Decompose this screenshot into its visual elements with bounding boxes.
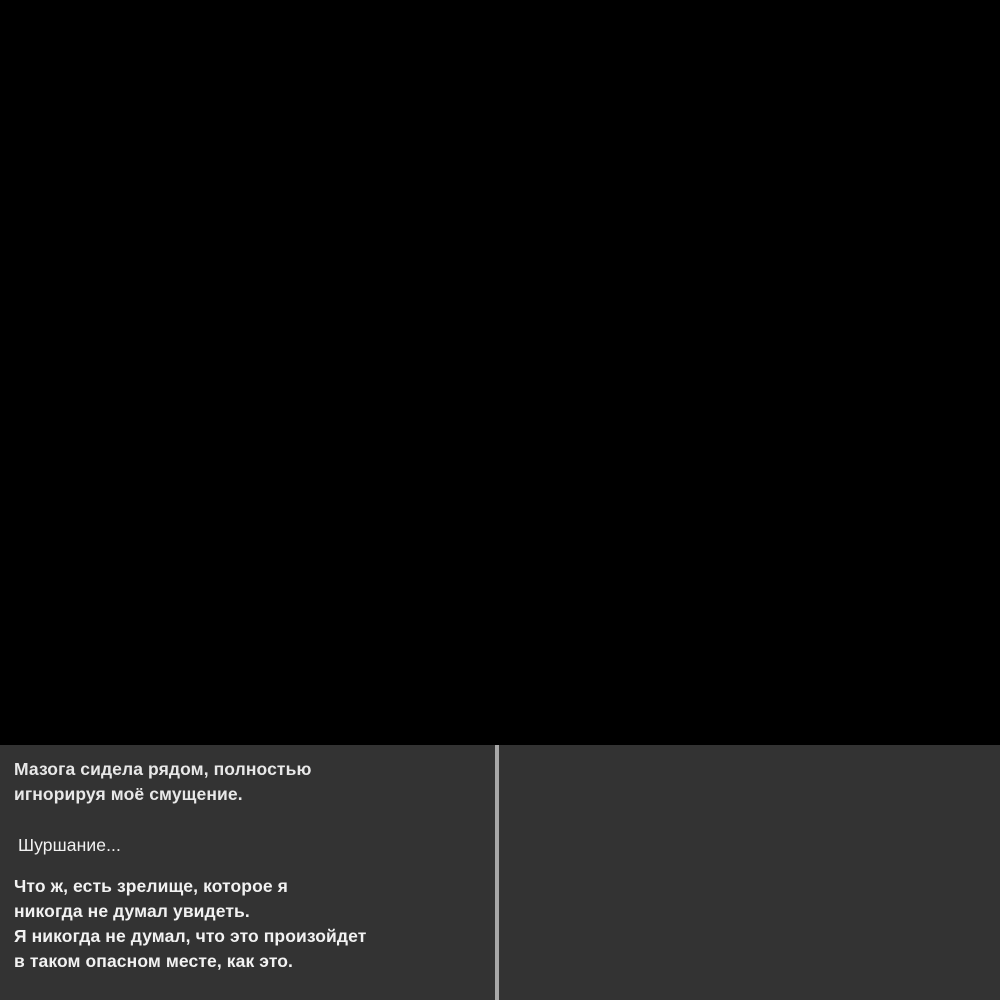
narration-line-1: Мазога сидела рядом, полностью bbox=[14, 759, 312, 779]
bottom-area bbox=[0, 745, 1000, 1000]
thought-line-1: Что ж, есть зрелище, которое я bbox=[14, 876, 288, 896]
narration-line-2: игнорируя моё смущение. bbox=[14, 784, 243, 804]
sound-effect-line-1: Шуршание... bbox=[18, 835, 121, 855]
sound-effect-block bbox=[14, 833, 481, 858]
thought-line-2: никогда не думал увидеть. bbox=[14, 901, 250, 921]
narration-block bbox=[14, 757, 481, 807]
thought-block bbox=[14, 874, 481, 974]
thought-line-3: Я никогда не думал, что это произойдет bbox=[14, 926, 367, 946]
right-panel[interactable] bbox=[499, 745, 1000, 1000]
subtitle-text-panel[interactable] bbox=[0, 745, 495, 1000]
thought-line-4: в таком опасном месте, как это. bbox=[14, 951, 294, 971]
